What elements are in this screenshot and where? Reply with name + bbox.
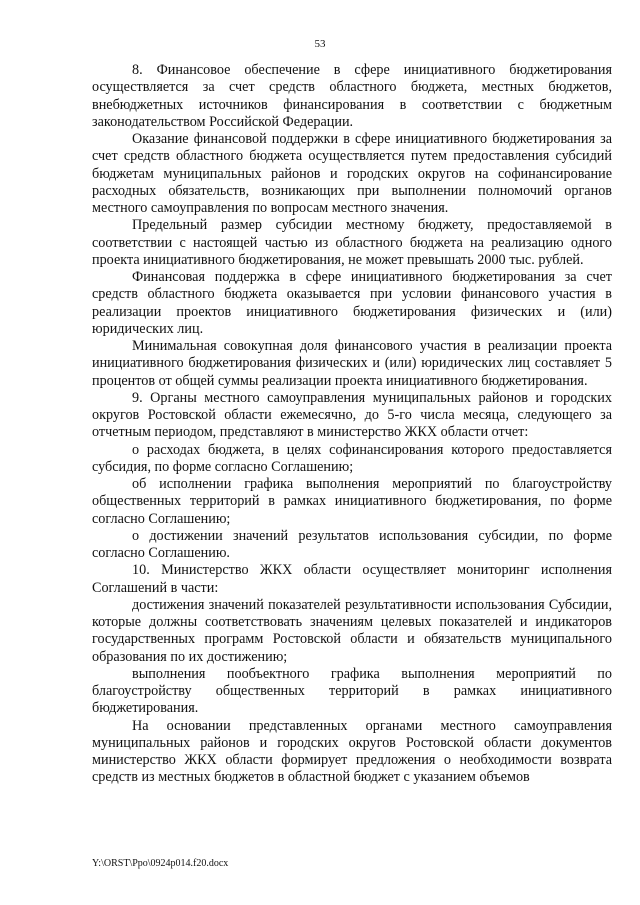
paragraph-10: 10. Министерство ЖКХ области осуществляет мониторинг исполнения Соглашений в части: — [92, 562, 612, 596]
paragraph-return-proposals: На основании представленных органами местного самоуправления муниципальных районов и городских округов Ростовской области документов министерство ЖКХ области формирует предложения о необходимости возврата средств из местных бюджетов в областной бюджет с указанием объемов — [92, 717, 612, 786]
paragraph-subsidy-limit: Предельный размер субсидии местному бюджету, предоставляемой в соответствии с настоящей частью из областного бюджета на реализацию одного проекта инициативного бюджетирования, не может превышать 2000 тыс. рублей. — [92, 217, 612, 268]
paragraph-9: 9. Органы местного самоуправления муниципальных районов и городских округов Ростовской области ежемесячно, до 5-го числа месяца, следующего за отчетным периодом, представляют в министерство ЖКХ области отчет: — [92, 389, 612, 441]
file-path-footer: Y:\ORST\Ppo\0924p014.f20.docx — [92, 858, 229, 869]
paragraph-monitoring-indicators: достижения значений показателей результативности использования Субсидии, которые должны соответствовать значениям целевых показателей и индикаторов государственных программ Ростовской области и обязательств муниципального образования по их достижению; — [92, 596, 612, 665]
paragraph-report-schedule: об исполнении графика выполнения мероприятий по благоустройству общественных территорий в рамках инициативного бюджетирования, по форме согласно Соглашению; — [92, 476, 612, 527]
paragraph-support-method: Оказание финансовой поддержки в сфере инициативного бюджетирования за счет средств областного бюджета осуществляется путем предоставления субсидий бюджетам муниципальных районов и городских округов на софинансирование расходных обязательств, возникающих при выполнении полномочий органов местного самоуправления по вопросам местного значения. — [92, 131, 612, 216]
paragraph-monitoring-schedule: выполнения пообъектного графика выполнения мероприятий по благоустройству общественных территорий в рамках инициативного бюджетирования. — [92, 665, 612, 717]
page-number: 53 — [314, 38, 326, 50]
paragraph-report-results: о достижении значений результатов использования субсидии, по форме согласно Соглашению. — [92, 527, 612, 561]
paragraph-8: 8. Финансовое обеспечение в сфере инициативного бюджетирования осуществляется за счет средств областного бюджета, местных бюджетов, внебюджетных источников финансирования в соответствии с бюджетным законодательством Российской Федерации. — [92, 62, 612, 130]
document-body — [92, 62, 612, 787]
paragraph-report-expenses: о расходах бюджета, в целях софинансирования которого предоставляется субсидия, по форме согласно Соглашению; — [92, 441, 612, 475]
paragraph-minimum-share: Минимальная совокупная доля финансового участия в реализации проекта инициативного бюджетирования физических и (или) юридических лиц составляет 5 процентов от общей суммы реализации проекта инициативного бюджетирования. — [92, 338, 612, 389]
paragraph-participation-condition: Финансовая поддержка в сфере инициативного бюджетирования за счет средств областного бюджета оказывается при условии финансового участия в реализации проектов инициативного бюджетирования физических и (или) юридических лиц. — [92, 269, 612, 337]
